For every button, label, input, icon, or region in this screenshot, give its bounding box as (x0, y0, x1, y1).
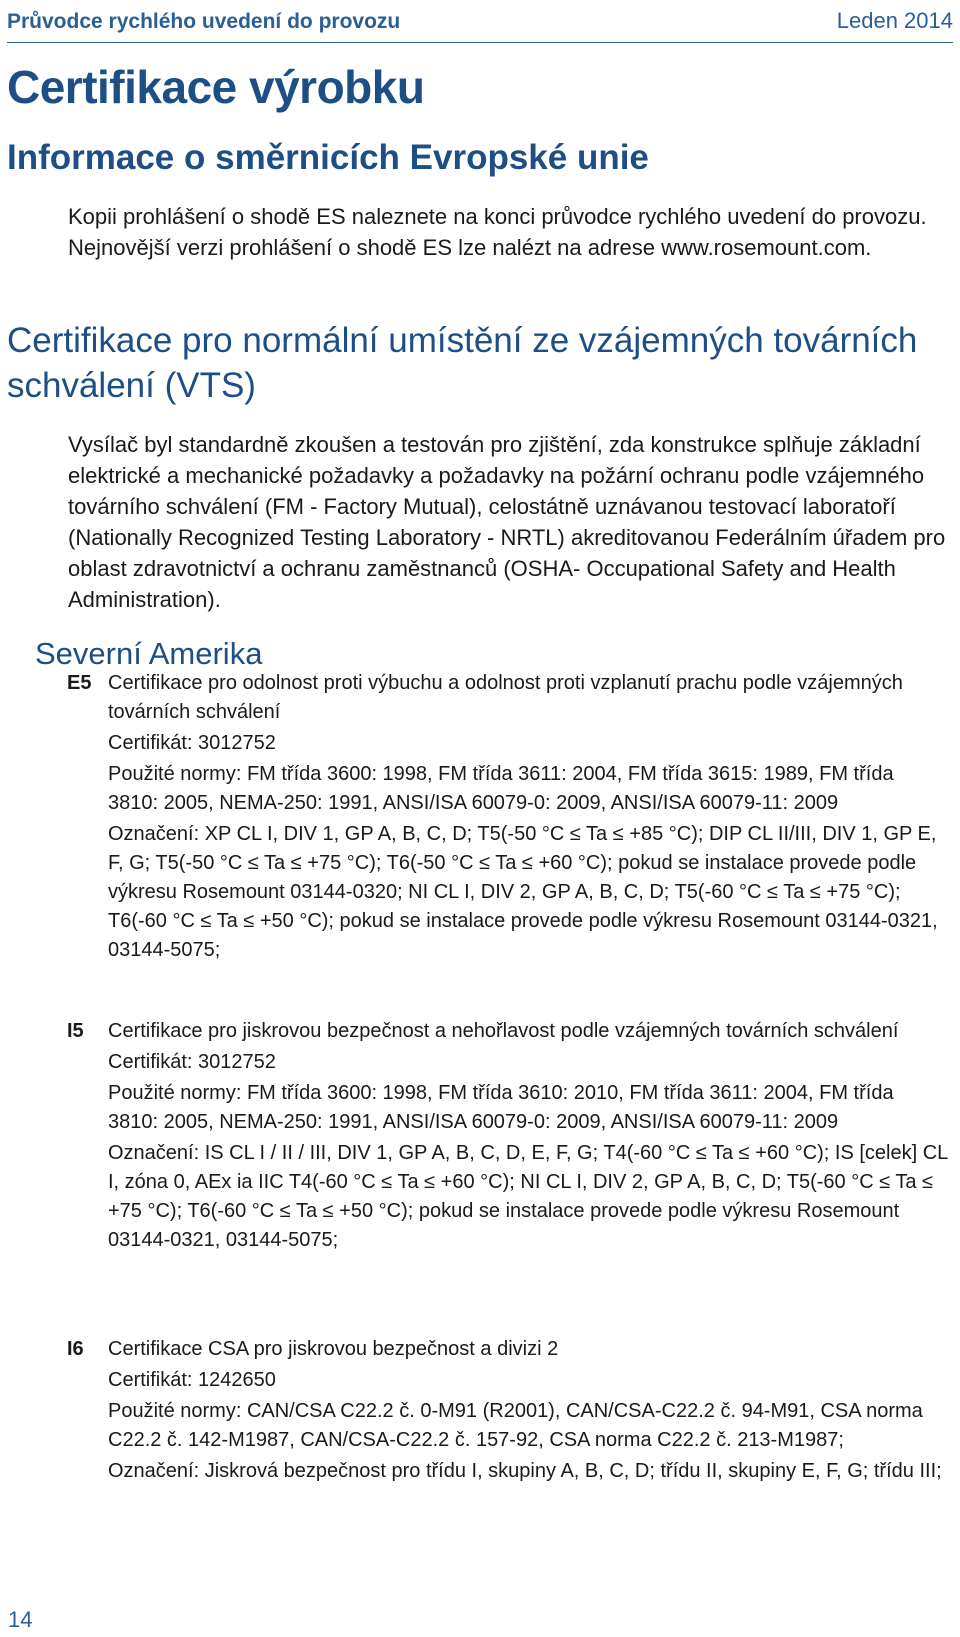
cert-number: Certifikát: 1242650 (108, 1369, 276, 1391)
cert-title: Certifikace CSA pro jiskrovou bezpečnost a divizi 2 (108, 1338, 559, 1360)
page-number: 14 (8, 1607, 33, 1632)
cert-marking: Označení: IS CL I / II / III, DIV 1, GP A, B, C, D, E, F, G; T4(-60 °C ≤ Ta ≤ +60 °C); IS [celek] CL I, zóna 0, AEx ia IIC T4(-60 °C ≤ Ta ≤ +60 °C); NI CL I, DIV 2, GP A, B, C, D; T5(-60 °C ≤ Ta ≤ +75 °C); T6(-60 °C ≤ Ta ≤ +50 °C); pokud se instalace provede podle výkresu Rosemount 03144-0321, 03144-5075; (108, 1142, 948, 1251)
vts-heading: Certifikace pro normální umístění ze vzájemných továrních schválení (VTS) (7, 321, 918, 405)
eu-paragraph: Kopii prohlášení o shodě ES naleznete na konci průvodce rychlého uvedení do provozu. Nejnovější verzi prohlášení o shodě ES lze nalézt na adrese www.rosemount.com. (68, 204, 927, 260)
header-guide-title: Průvodce rychlého uvedení do provozu (7, 10, 401, 33)
cert-standards: Použité normy: FM třída 3600: 1998, FM třída 3610: 2010, FM třída 3611: 2004, FM třída 3810: 2005, NEMA-250: 1991, ANSI/ISA 60079-0: 2009, ANSI/ISA 60079-11: 2009 (108, 1082, 894, 1133)
cert-code: I5 (67, 1020, 84, 1042)
vts-paragraph: Vysílač byl standardně zkoušen a testován pro zjištění, zda konstrukce splňuje základní elektrické a mechanické požadavky a požadavky na požární ochranu podle vzájemného továrního schválení (FM - Factory Mutual), celostátně uznávanou testovací laboratoří (Nationally Recognized Testing Laboratory - NRTL) akreditovanou Federálním úřadem pro oblast zdravotnictví a ochranu zaměstnanců (OSHA- Occupational Safety and Health Administration). (68, 432, 946, 612)
cert-number: Certifikát: 3012752 (108, 732, 276, 754)
cert-standards: Použité normy: CAN/CSA C22.2 č. 0-M91 (R2001), CAN/CSA-C22.2 č. 94-M91, CSA norma C22.2 č. 142-M1987, CAN/CSA-C22.2 č. 157-92, CSA norma C22.2 č. 213-M1987; (108, 1400, 923, 1451)
cert-body (108, 1017, 948, 1257)
cert-body (108, 669, 948, 967)
cert-code: I6 (67, 1338, 84, 1360)
cert-marking: Označení: XP CL I, DIV 1, GP A, B, C, D; T5(-50 °C ≤ Ta ≤ +85 °C); DIP CL II/III, DIV 1, GP E, F, G; T5(-50 °C ≤ Ta ≤ +75 °C); T6(-50 °C ≤ Ta ≤ +60 °C); pokud se instalace provede podle výkresu Rosemount 03144-0320; NI CL I, DIV 2, GP A, B, C, D; T5(-60 °C ≤ Ta ≤ +75 °C); T6(-60 °C ≤ Ta ≤ +50 °C); pokud se instalace provede podle výkresu Rosemount 03144-0321, 03144-5075; (108, 823, 938, 961)
eu-heading: Informace o směrnicích Evropské unie (7, 138, 649, 177)
cert-title: Certifikace pro jiskrovou bezpečnost a nehořlavost podle vzájemných továrních schválení (108, 1020, 899, 1042)
cert-number: Certifikát: 3012752 (108, 1051, 276, 1073)
header-date: Leden 2014 (836, 8, 953, 33)
cert-body (108, 1335, 948, 1488)
cert-code: E5 (67, 672, 92, 694)
page-title: Certifikace výrobku (7, 61, 425, 113)
north-america-heading: Severní Amerika (35, 636, 263, 671)
page-header (7, 6, 953, 43)
cert-title: Certifikace pro odolnost proti výbuchu a odolnost proti vzplanutí prachu podle vzájemných továrních schválení (108, 672, 903, 723)
cert-standards: Použité normy: FM třída 3600: 1998, FM třída 3611: 2004, FM třída 3615: 1989, FM třída 3810: 2005, NEMA-250: 1991, ANSI/ISA 60079-0: 2009, ANSI/ISA 60079-11: 2009 (108, 763, 894, 814)
cert-marking: Označení: Jiskrová bezpečnost pro třídu I, skupiny A, B, C, D; třídu II, skupiny E, F, G; třídu III; (108, 1460, 942, 1482)
